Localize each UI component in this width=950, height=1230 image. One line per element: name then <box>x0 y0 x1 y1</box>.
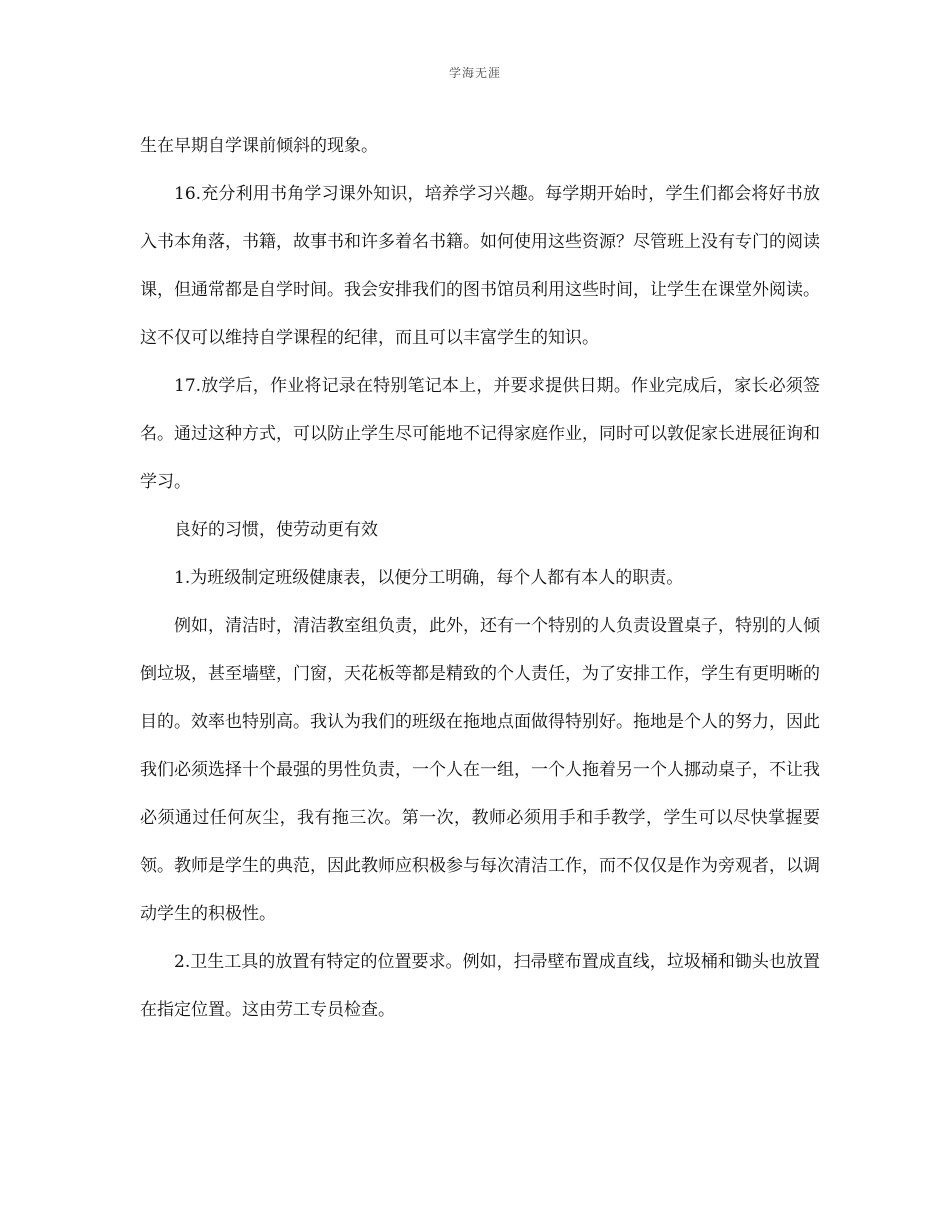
document-body <box>140 122 820 1034</box>
paragraph-item-2: 2.卫生工具的放置有特定的位置要求。例如，扫帚壁布置成直线，垃圾桶和锄头也放置在指定位置。这由劳工专员检查。 <box>140 952 820 1020</box>
paragraph-continuation: 生在早期自学课前倾斜的现象。 <box>140 136 378 156</box>
paragraph-example: 例如，清洁时，清洁教室组负责，此外，还有一个特别的人负责设置桌子，特别的人倾倒垃圾，甚至墙壁，门窗，天花板等都是精致的个人责任，为了安排工作，学生有更明晰的目的。效率也特别高。我认为我们的班级在拖地点面做得特别好。拖地是个人的努力，因此我们必须选择十个最强的男性负责，一个人在一组，一个人拖着另一个人挪动桌子，不让我必须通过任何灰尘，我有拖三次。第一次，教师必须用手和手教学，学生可以尽快掌握要领。教师是学生的典范，因此教师应积极参与每次清洁工作，而不仅仅是作为旁观者，以调动学生的积极性。 <box>140 616 820 924</box>
section-heading: 良好的习惯，使劳动更有效 <box>174 520 378 540</box>
paragraph-item-16: 16.充分利用书角学习课外知识，培养学习兴趣。每学期开始时，学生们都会将好书放入书本角落，书籍，故事书和许多着名书籍。如何使用这些资源？尽管班上没有专门的阅读课，但通常都是自学时间。我会安排我们的图书馆员利用这些时间，让学生在课堂外阅读。这不仅可以维持自学课程的纪律，而且可以丰富学生的知识。 <box>140 184 820 348</box>
paragraph-item-17: 17.放学后，作业将记录在特别笔记本上，并要求提供日期。作业完成后，家长必须签名。通过这种方式，可以防止学生尽可能地不记得家庭作业，同时可以敦促家长进展征询和学习。 <box>140 376 820 492</box>
page-header: 学海无涯 <box>448 66 501 80</box>
paragraph-item-1: 1.为班级制定班级健康表，以便分工明确，每个人都有本人的职责。 <box>174 568 684 588</box>
